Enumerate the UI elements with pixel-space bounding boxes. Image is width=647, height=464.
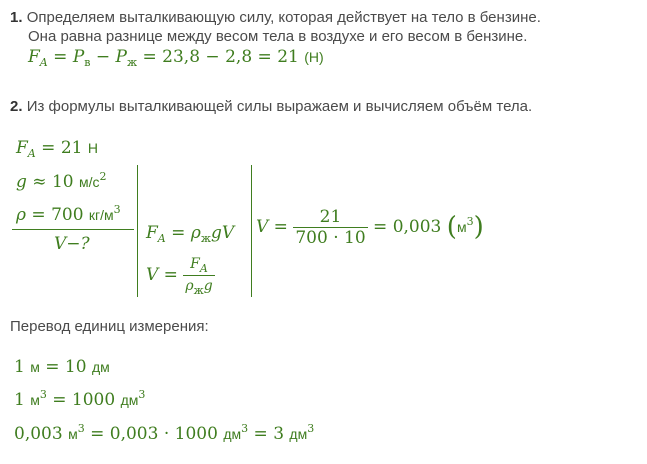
separator-2 — [251, 165, 252, 297]
conversion-row-3: 0,003 $м^3 = 0,003 \cdot 1000$ $дм^3 = 3$ $дм^3$ — [14, 422, 315, 444]
given-find: V−? — [54, 234, 90, 254]
given-g: g ≈ 10 $м/с^2$ — [16, 170, 107, 192]
separator-1 — [137, 165, 138, 297]
solution: V = $\frac{21}{700 \cdot 10}$ = 0,003 $(м^3)$ — [256, 207, 484, 248]
step1-number: 1. — [10, 9, 23, 26]
step2-number: 2. — [10, 98, 23, 115]
given-divider — [12, 229, 134, 230]
conversion-title: Перевод единиц измерения: — [10, 318, 209, 335]
step1-text1: Определяем выталкивающую силу, которая действует на тело в бензине. — [26, 9, 541, 26]
conversion-row-1: 1 м = 10 дм — [14, 357, 110, 377]
step1-formula: $F_A = P_в - P_ж = 23,8 - 2,8 = 21$ (Н) — [28, 47, 324, 69]
step1-line2: Она равна разнице между весом тела в воздухе и его весом в бензине. — [28, 28, 528, 45]
step2-text: Из формулы выталкивающей силы выражаем и вычисляем объём тела. — [26, 98, 533, 115]
conversion-row-2: 1 $м^3 = 1000$ $дм^3$ — [14, 388, 146, 410]
step1-line1 — [10, 9, 541, 27]
step2-line — [10, 98, 532, 116]
formula-archimedes: $F_A = \rho_жgV$ — [146, 223, 235, 245]
given-rho: ρ = 700 $кг/м^3$ — [16, 203, 121, 225]
given-fa: $F_A = 21$ Н — [16, 138, 98, 160]
formula-volume: V = $\frac{F_A}{\rho_жg}$ — [146, 256, 213, 297]
